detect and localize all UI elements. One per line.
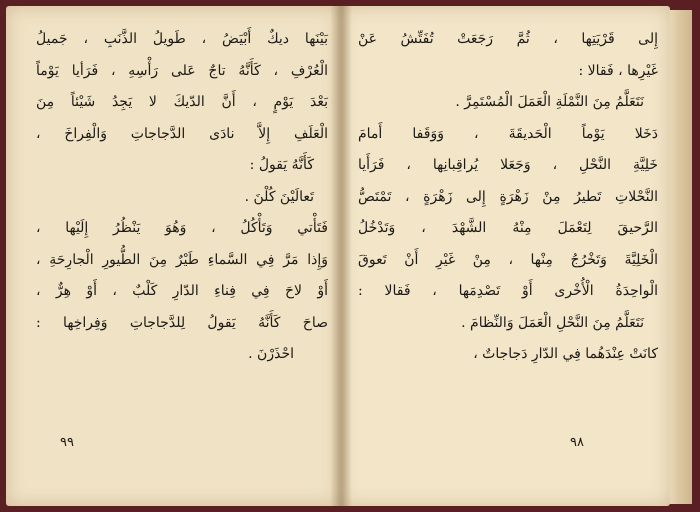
- text-line: احْذَرْنَ .: [248, 346, 294, 362]
- text-line: نَتَعَلَّمُ مِنَ النَّحْلِ الْعَمَلَ وَالنِّظامَ .: [461, 314, 644, 331]
- text-line: الْواحِدَةُ الْأُخْرى أَوْ تَصْدِمَها ، فَقالا :: [358, 283, 658, 299]
- text-line: النَّحْلاتِ تَطيرُ مِنْ زَهْرَةٍ إِلى زَهْرَةٍ ، تَمْتَصُّ: [358, 188, 658, 205]
- page-number: ٩٩: [60, 435, 74, 450]
- text-line: الْعُرْفِ ، كَأَنَّهُ تاجٌ عَلى رَأْسِهِ ، فَرَأيا يَوْماً: [36, 62, 328, 79]
- text-line: بَعْدَ يَوْمٍ ، أَنَّ الدّيكَ لا يَجِدُ شَيْئاً مِنَ: [36, 94, 328, 110]
- right-page-text: [358, 24, 658, 371]
- text-line: خَلِيَّةِ النَّحْلِ ، وَجَعَلا يُراقِبانِها ، فَرَأَيا: [358, 157, 658, 173]
- text-line: الْعَلَفِ إِلاَّ نادَى الدَّجاجاتِ وَالْفِراخَ ،: [36, 125, 328, 142]
- text-line: إِلى قَرْيَتِها ، ثُمَّ رَجَعَتْ تُفَتِّشُ عَنْ: [358, 31, 658, 47]
- right-page: [340, 6, 670, 506]
- page-number: ٩٨: [570, 435, 584, 450]
- book-gutter: [330, 6, 352, 506]
- left-page: [6, 6, 340, 506]
- text-line: أَوْ لاحَ فِي فِناءِ الدّارِ كَلْبٌ ، أَوْ هِرٌّ ،: [36, 283, 328, 299]
- text-line: كَأَنَّهُ يَقولُ :: [249, 157, 314, 173]
- text-line: نَتَعَلَّمُ مِنَ النَّمْلَةِ الْعَمَلَ الْمُسْتَمِرَّ .: [455, 94, 644, 110]
- text-line: كانَتْ عِنْدَهُما فِي الدّارِ دَجاجاتٌ ،: [473, 346, 658, 362]
- page-fore-edge: [670, 10, 692, 504]
- text-line: فَتَأْتي وَتَأْكُلُ ، وَهُوَ يَنْظُرُ إِلَيْها ،: [36, 220, 328, 236]
- text-line: صاحَ كَأَنَّهُ يَقولُ لِلدَّجاجاتِ وَفِراخِها :: [36, 314, 328, 331]
- text-line: غَيْرِها ، فَقالا :: [578, 62, 658, 79]
- text-line: دَخَلا يَوْماً الْحَديقَةَ ، وَوَقَفا أَمامَ: [358, 125, 658, 142]
- left-page-text: [36, 24, 328, 371]
- text-line: الْخَلِيَّةَ وَتَخْرُجُ مِنْها ، مِنْ غَيْرِ أَنْ تَعوقَ: [358, 251, 658, 268]
- text-line: الرَّحيقَ لِتَعْمَلَ مِنْهُ الشَّهْدَ ، وَتَدْخُلُ: [358, 220, 658, 236]
- text-line: تَعالَيْنَ كُلْنَ .: [244, 188, 314, 205]
- text-line: بَيْنَها ديكٌ أَبْيَضُ ، طَويلُ الذَّنَبِ ، جَميلُ: [36, 31, 328, 47]
- text-line: وَإِذا مَرَّ فِي السَّماءِ طَيْرٌ مِنَ الطُّيورِ الْجارِحَةِ ،: [36, 251, 328, 268]
